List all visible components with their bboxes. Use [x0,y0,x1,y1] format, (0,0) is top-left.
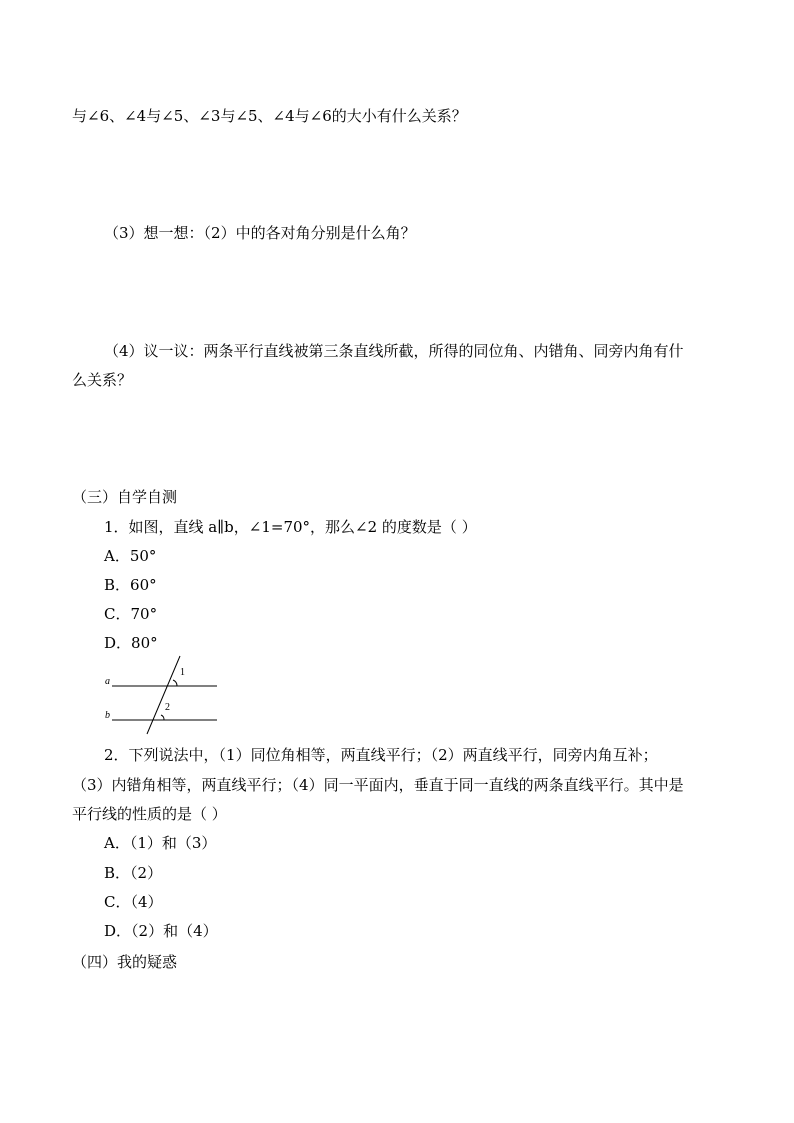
q1-option-d: D．80° [104,634,158,652]
label-1: 1 [180,667,185,678]
q2-line-2: （3）内错角相等，两直线平行；（4）同一平面内，垂直于同一直线的两条直线平行。其中是 [72,776,684,794]
question-3: （3）想一想：（2）中的各对角分别是什么角？ [104,224,416,242]
angle-2-arc [161,715,164,720]
q2-option-a: A．（1）和（3） [104,834,217,852]
q2-line-1: 2．下列说法中，（1）同位角相等，两直线平行；（2）两直线平行，同旁内角互补； [104,746,658,764]
q1-stem: 1．如图，直线 a∥b，∠1=70°，那么∠2 的度数是（ ） [104,518,477,536]
q2-option-c: C．（4） [104,893,163,911]
label-b: b [105,710,110,721]
section-3-heading: （三）自学自测 [72,488,178,506]
q1-option-c: C．70° [104,605,158,623]
q1-option-a: A．50° [104,547,157,565]
question-4-line-2: 么关系？ [72,371,133,389]
q1-option-b: B．60° [104,576,157,594]
angle-1-arc [173,680,177,686]
label-a: a [105,676,110,687]
question-4-line-1: （4）议一议：两条平行直线被第三条直线所截，所得的同位角、内错角、同旁内角有什 [104,342,684,360]
transversal-line [147,656,180,734]
text-line-angles: 与∠6、∠4与∠5、∠3与∠5、∠4与∠6的大小有什么关系？ [72,107,467,125]
label-2: 2 [165,702,170,713]
q2-option-d: D．（2）和（4） [104,922,218,940]
section-4-heading: （四）我的疑惑 [72,953,178,971]
parallel-lines-figure [100,654,222,736]
q2-option-b: B．（2） [104,864,163,882]
q2-line-3: 平行线的性质的是（ ） [72,805,227,823]
